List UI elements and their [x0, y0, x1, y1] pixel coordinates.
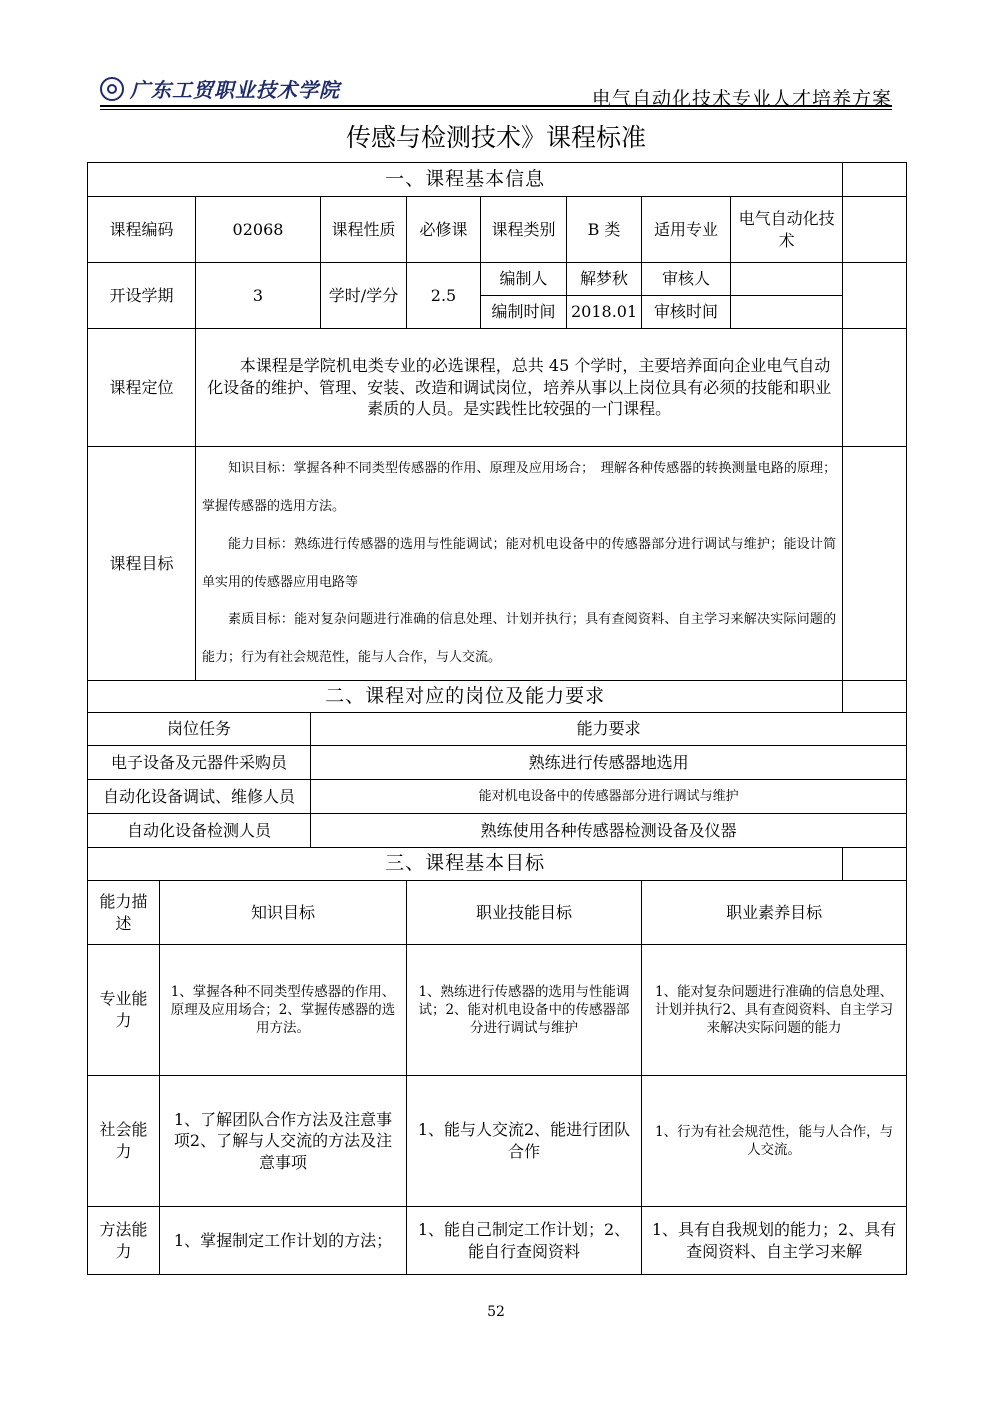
major-label: 适用专业: [642, 197, 731, 263]
knowledge-cell: 1、掌握各种不同类型传感器的作用、原理及应用场合；2、掌握传感器的选用方法。: [160, 945, 407, 1076]
page-header: [100, 72, 892, 108]
empty-cell: [843, 848, 907, 881]
hours-value: 2.5: [407, 263, 481, 329]
empty-cell: [843, 329, 907, 447]
empty-cell: [843, 447, 907, 681]
course-type-value: B 类: [567, 197, 642, 263]
header-rule-thin: [100, 109, 892, 110]
hours-label: 学时/学分: [321, 263, 407, 329]
author-label: 编制人: [481, 263, 567, 296]
quality-goal: 素质目标：能对复杂问题进行准确的信息处理、计划并执行；具有查阅资料、自主学习来解决实际问题的能力；行为有社会规范性，能与人合作，与人交流。: [202, 612, 837, 665]
goals-label: 课程目标: [88, 447, 196, 681]
page-title: 传感与检测技术》课程标准: [345, 123, 646, 152]
col-header-knowledge: 知识目标: [160, 881, 407, 945]
position-task: 自动化设备调试、维修人员: [88, 780, 311, 814]
position-requirement: 能对机电设备中的传感器部分进行调试与维护: [311, 780, 907, 814]
date-value: 2018.01: [567, 296, 642, 329]
college-emblem-icon: [100, 77, 124, 101]
knowledge-goal: 知识目标：掌握各种不同类型传感器的作用、原理及应用场合； 理解各种传感器的转换测量电路的原理；掌握传感器的选用方法。: [202, 461, 837, 515]
positioning-label: 课程定位: [88, 329, 196, 447]
reviewer-label: 审核人: [642, 263, 731, 296]
skill-cell: 1、熟练进行传感器的选用与性能调试；2、能对机电设备中的传感器部分进行调试与维护: [407, 945, 642, 1076]
ability-goal: 能力目标：熟练进行传感器的选用与性能调试；能对机电设备中的传感器部分进行调试与维护；能设计简单实用的传感器应用电路等: [202, 536, 837, 590]
ability-name: 方法能力: [88, 1207, 160, 1275]
skill-cell: 1、能自己制定工作计划；2、能自行查阅资料: [407, 1207, 642, 1275]
col-header-quality: 职业素养目标: [642, 881, 907, 945]
section-heading-goals: 三、课程基本目标: [88, 848, 843, 881]
empty-cell: [843, 163, 907, 197]
page-number: 52: [487, 1304, 505, 1320]
major-value: 电气自动化技术: [731, 197, 843, 263]
quality-cell: 1、具有自我规划的能力；2、具有查阅资料、自主学习来解: [642, 1207, 907, 1275]
position-task: 电子设备及元器件采购员: [88, 746, 311, 780]
position-requirement: 熟练进行传感器地选用: [311, 746, 907, 780]
author-value: 解梦秋: [567, 263, 642, 296]
position-task: 自动化设备检测人员: [88, 814, 311, 848]
course-standard-table: [87, 162, 907, 1275]
col-header-ability-desc: 能力描述: [88, 881, 160, 945]
knowledge-cell: 1、掌握制定工作计划的方法；: [160, 1207, 407, 1275]
col-header-requirement: 能力要求: [311, 713, 907, 746]
col-header-task: 岗位任务: [88, 713, 311, 746]
review-date-value: [731, 296, 843, 329]
quality-cell: 1、行为有社会规范性，能与人合作，与人交流。: [642, 1076, 907, 1207]
course-type-label: 课程类别: [481, 197, 567, 263]
course-nature-value: 必修课: [407, 197, 481, 263]
reviewer-value: [731, 263, 843, 296]
review-date-label: 审核时间: [642, 296, 731, 329]
header-rule: [100, 105, 892, 107]
course-code-value: 02068: [196, 197, 321, 263]
course-nature-label: 课程性质: [321, 197, 407, 263]
goals-content: [196, 447, 843, 681]
term-label: 开设学期: [88, 263, 196, 329]
empty-cell: [843, 263, 907, 329]
positioning-text: 本课程是学院机电类专业的必选课程，总共 45 个学时，主要培养面向企业电气自动化设备的维护、管理、安装、改造和调试岗位，培养从事以上岗位具有必须的技能和职业素质的人员。是实践性比较强的一门课程。: [196, 329, 843, 447]
date-label: 编制时间: [481, 296, 567, 329]
position-requirement: 熟练使用各种传感器检测设备及仪器: [311, 814, 907, 848]
ability-name: 专业能力: [88, 945, 160, 1076]
header-doc-title: 电气自动化技术专业人才培养方案: [591, 88, 892, 110]
section-heading-positions: 二、课程对应的岗位及能力要求: [88, 681, 843, 713]
section-heading-basic-info: 一、课程基本信息: [88, 163, 843, 197]
ability-name: 社会能力: [88, 1076, 160, 1207]
knowledge-cell: 1、了解团队合作方法及注意事项2、了解与人交流的方法及注意事项: [160, 1076, 407, 1207]
college-name: 广东工贸职业技术学院: [130, 78, 340, 102]
col-header-skill: 职业技能目标: [407, 881, 642, 945]
empty-cell: [843, 681, 907, 713]
college-logo: [100, 74, 340, 103]
quality-cell: 1、能对复杂问题进行准确的信息处理、计划并执行2、具有查阅资料、自主学习来解决实际问题的能力: [642, 945, 907, 1076]
skill-cell: 1、能与人交流2、能进行团队合作: [407, 1076, 642, 1207]
course-code-label: 课程编码: [88, 197, 196, 263]
empty-cell: [843, 197, 907, 263]
term-value: 3: [196, 263, 321, 329]
